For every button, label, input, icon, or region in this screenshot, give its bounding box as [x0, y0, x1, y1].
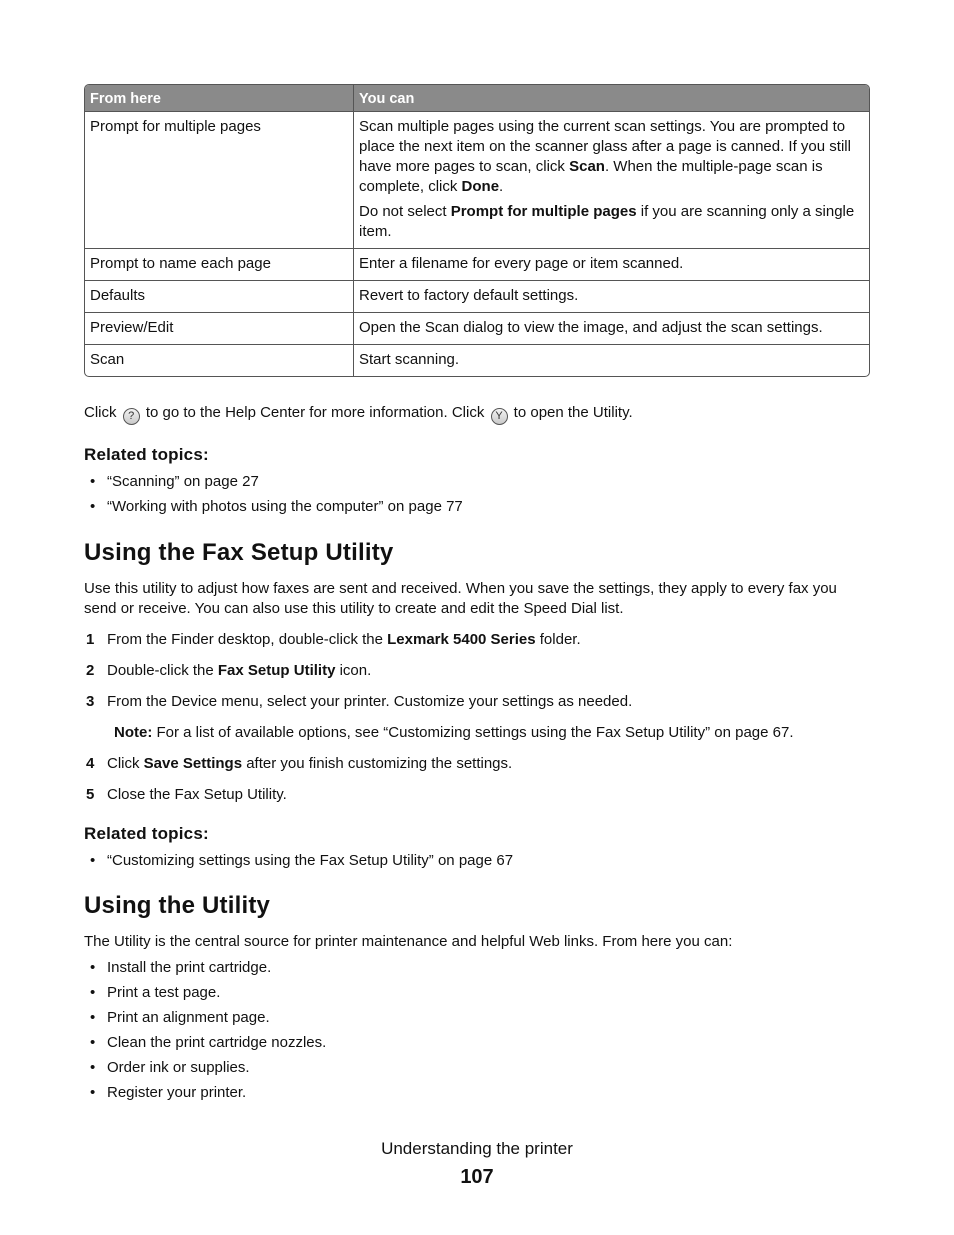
- bold-text: Done: [461, 178, 500, 195]
- options-table: [84, 84, 870, 377]
- section-intro: Use this utility to adjust how faxes are sent and received. When you save the settings, they apply to every fax you send or receive. You can also use this utility to create and edit the Speed Dial list.: [84, 580, 837, 617]
- table-cell: Open the Scan dialog to view the image, and adjust the scan settings.: [353, 312, 869, 344]
- table-row: [85, 112, 869, 248]
- bold-text: Fax Setup Utility: [217, 662, 336, 679]
- table-cell: [353, 112, 869, 248]
- step-item: [84, 785, 870, 805]
- bold-text: Lexmark 5400 Series: [387, 631, 536, 648]
- table-cell: Enter a filename for every page or item scanned.: [353, 248, 869, 280]
- list-item: • Print an alignment page.: [84, 1005, 870, 1030]
- section-intro: The Utility is the central source for printer maintenance and helpful Web links. From here you can:: [84, 933, 733, 950]
- utility-feature-list: [84, 955, 870, 1105]
- related-topic-link[interactable]: • “Working with photos using the computer” on page 77: [84, 494, 870, 519]
- page-content: [84, 84, 870, 1105]
- step-number: 3: [86, 693, 95, 710]
- related-topic-link[interactable]: • “Customizing settings using the Fax Setup Utility” on page 67: [84, 848, 870, 873]
- list-item: • Install the print cartridge.: [84, 955, 870, 980]
- list-item: • Register your printer.: [84, 1080, 870, 1105]
- related-topic-link[interactable]: • “Scanning” on page 27: [84, 469, 870, 494]
- utility-icon: Y: [491, 408, 508, 425]
- table-cell: Scan: [85, 344, 353, 376]
- text-run: Click: [107, 755, 144, 772]
- text-run: From the Finder desktop, double-click the: [107, 631, 388, 648]
- text-run: folder.: [535, 631, 581, 648]
- related-topics-list: [84, 469, 870, 519]
- steps-list: [84, 630, 870, 712]
- table-header-row: [85, 85, 869, 112]
- list-item: • Clean the print cartridge nozzles.: [84, 1030, 870, 1055]
- text-run: Close the Fax Setup Utility.: [107, 786, 287, 803]
- table-cell: Prompt to name each page: [85, 248, 353, 280]
- list-item: • Order ink or supplies.: [84, 1055, 870, 1080]
- related-topics-heading: Related topics:: [84, 445, 209, 464]
- step-item: [84, 661, 870, 681]
- cell-paragraph: [359, 202, 865, 242]
- footer-section-title: Understanding the printer: [381, 1139, 573, 1158]
- section-heading: Using the Utility: [84, 892, 271, 919]
- text-run: Scan multiple pages using the current scan settings. You are prompted to place the next item on the scanner glass after a page is canned. If you still have more pages to scan, click: [359, 118, 851, 175]
- related-topics-heading: Related topics:: [84, 824, 209, 843]
- text-run: .: [499, 178, 504, 195]
- step-number: 5: [86, 786, 95, 803]
- step-item: [84, 754, 870, 774]
- column-header: From here: [85, 85, 353, 112]
- step-number: 2: [86, 662, 95, 679]
- text-run: if you are scanning only a single item.: [359, 203, 855, 240]
- table-row: [85, 344, 869, 376]
- table-cell: Defaults: [85, 280, 353, 312]
- text-run: Do not select: [359, 203, 451, 220]
- table-cell: Revert to factory default settings.: [353, 280, 869, 312]
- bold-text: Scan: [569, 158, 605, 175]
- text-run: to open the Utility.: [513, 404, 633, 421]
- step-item: [84, 630, 870, 650]
- table-row: [85, 280, 869, 312]
- table-cell: Prompt for multiple pages: [90, 118, 261, 135]
- text-run: Double-click the: [107, 662, 218, 679]
- step-item: [84, 692, 870, 712]
- note-label: Note:: [114, 724, 153, 741]
- steps-list: [84, 754, 870, 805]
- text-run: . When the multiple-page scan is complete, click: [359, 158, 823, 195]
- text-run: Click: [84, 404, 117, 421]
- text-run: after you finish customizing the settings.: [242, 755, 513, 772]
- table-row: [85, 248, 869, 280]
- related-topics-list: [84, 848, 870, 873]
- text-run: icon.: [335, 662, 372, 679]
- table-row: [85, 312, 869, 344]
- list-item: • Print a test page.: [84, 980, 870, 1005]
- column-header: You can: [353, 85, 869, 112]
- note: [84, 723, 870, 743]
- note-text: For a list of available options, see “Customizing settings using the Fax Setup Utility” on page 67.: [152, 724, 794, 741]
- text-run: to go to the Help Center for more information. Click: [145, 404, 485, 421]
- table-cell: Start scanning.: [353, 344, 869, 376]
- section-heading: Using the Fax Setup Utility: [84, 539, 394, 566]
- text-run: From the Device menu, select your printer. Customize your settings as needed.: [107, 693, 633, 710]
- bold-text: Prompt for multiple pages: [450, 203, 637, 220]
- table-cell: Preview/Edit: [85, 312, 353, 344]
- step-number: 4: [86, 755, 95, 772]
- cell-paragraph: [359, 117, 865, 197]
- bold-text: Save Settings: [143, 755, 243, 772]
- page-number: 107: [460, 1166, 494, 1188]
- step-number: 1: [86, 631, 95, 648]
- click-instruction: [84, 403, 870, 425]
- help-icon: ?: [123, 408, 140, 425]
